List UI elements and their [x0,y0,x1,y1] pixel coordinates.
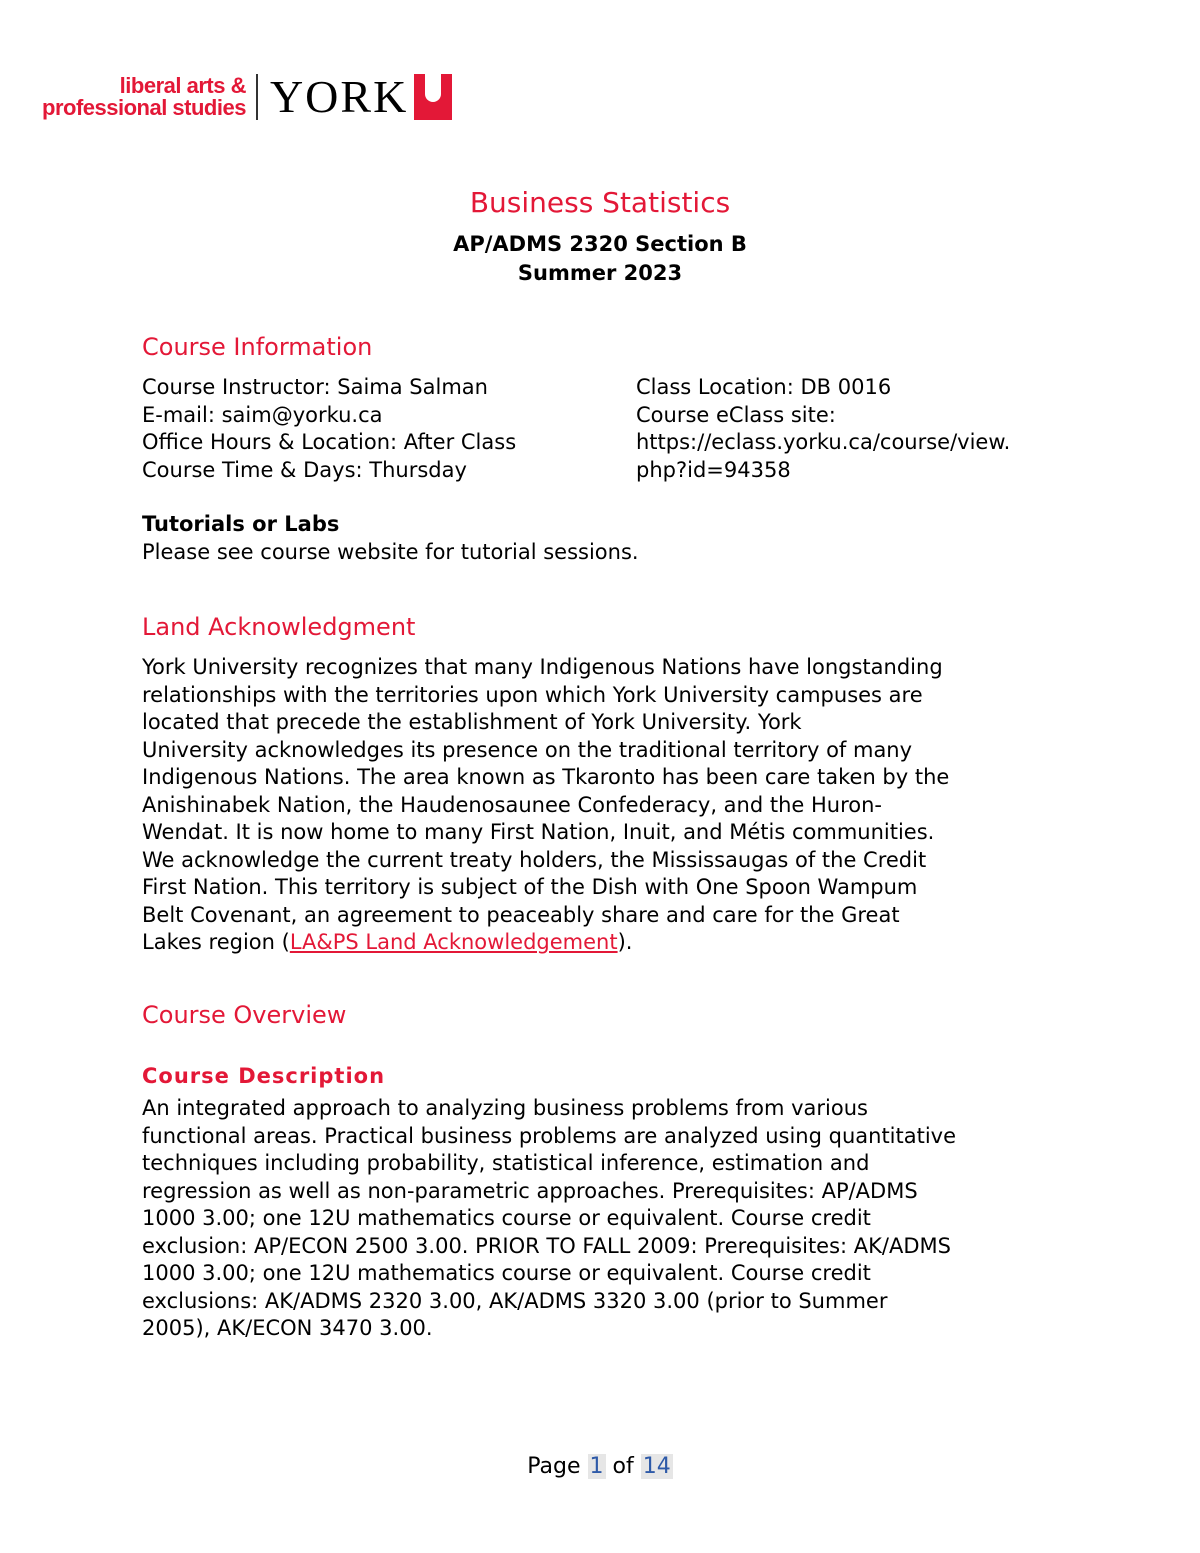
description-line: 1000 3.00; one 12U mathematics course or equivalent. Course credit [142,1206,871,1230]
land-ack-line: relationships with the territories upon which York University campuses are [142,682,923,707]
land-ack-line: First Nation. This territory is subject of the Dish with One Spoon Wampum [142,875,918,899]
description-line: exclusions: AK/ADMS 2320 3.00, AK/ADMS 3320 3.00 (prior to Summer [142,1288,888,1313]
course-term: Summer 2023 [517,261,683,285]
land-ack-suffix: ). [617,930,633,954]
course-time-line: Course Time & Days: Thursday [142,457,467,482]
land-ack-line: Anishinabek Nation, the Haudenosaunee Confederacy, and the Huron- [142,792,883,817]
class-location-line: Class Location: DB 0016 [636,375,892,399]
course-description-heading: Course Description [142,1064,386,1088]
land-ack-line: We acknowledge the current treaty holders, the Mississaugas of the Credit [142,847,927,872]
course-info-right-column [636,374,1010,484]
land-ack-line: University acknowledges its presence on the traditional territory of many [142,737,913,762]
current-page-number: 1 [589,1454,604,1479]
logo-line-1: liberal arts & [119,73,246,98]
description-line: functional areas. Practical business problems are analyzed using quantitative [142,1123,957,1148]
tutorials-heading: Tutorials or Labs [142,512,340,536]
office-hours-line: Office Hours & Location: After Class [142,430,517,454]
description-line: An integrated approach to analyzing business problems from various [142,1096,868,1120]
eclass-url-line-1[interactable]: https://eclass.yorku.ca/course/view. [636,430,1011,454]
tutorials-text: Please see course website for tutorial sessions. [142,540,639,564]
land-ack-line: Belt Covenant, an agreement to peaceably share and care for the Great [142,902,900,927]
land-acknowledgement-link[interactable]: LA&PS Land Acknowledgement [289,930,618,954]
land-ack-line: Wendat. It is now home to many First Nation, Inuit, and Métis communities. [142,820,935,844]
course-description-body [142,1095,1082,1343]
land-ack-line: York University recognizes that many Indigenous Nations have longstanding [142,655,943,679]
land-acknowledgment-heading: Land Acknowledgment [142,613,416,641]
land-ack-last-line [142,929,1082,957]
logo-york-wordmark: YORK [269,71,409,122]
page-footer [0,1454,1200,1479]
eclass-label-line: Course eClass site: [636,402,836,427]
course-overview-heading: Course Overview [142,1001,347,1029]
course-code: AP/ADMS 2320 Section B [453,232,747,256]
description-line: 1000 3.00; one 12U mathematics course or equivalent. Course credit [142,1261,871,1285]
description-line: exclusion: AP/ECON 2500 3.00. PRIOR TO FALL 2009: Prerequisites: AK/ADMS [142,1233,951,1258]
document-title: Business Statistics [469,186,731,219]
york-lapss-logo [42,72,452,122]
logo-u-icon [414,74,452,120]
land-acknowledgment-body [142,654,1082,957]
land-ack-line: Indigenous Nations. The area known as Tkaronto has been care taken by the [142,765,950,789]
land-ack-line: located that precede the establishment of York University. York [142,710,802,734]
course-information-heading: Course Information [142,333,373,361]
description-line: regression as well as non-parametric approaches. Prerequisites: AP/ADMS [142,1178,918,1203]
land-ack-prefix: Lakes region ( [142,930,290,954]
logo-faculty-text [42,75,246,119]
instructor-line: Course Instructor: Saima Salman [142,375,488,399]
description-line: techniques including probability, statistical inference, estimation and [142,1151,870,1175]
logo-divider [256,74,258,120]
total-pages-number: 14 [642,1454,671,1479]
page-word: Page [527,1454,581,1479]
of-word: of [612,1454,634,1479]
eclass-url-line-2[interactable]: php?id=94358 [636,457,791,482]
logo-line-2: professional studies [42,95,246,120]
description-line: 2005), AK/ECON 3470 3.00. [142,1316,433,1340]
email-line: E-mail: saim@yorku.ca [142,402,383,427]
course-info-left-column [142,374,516,484]
